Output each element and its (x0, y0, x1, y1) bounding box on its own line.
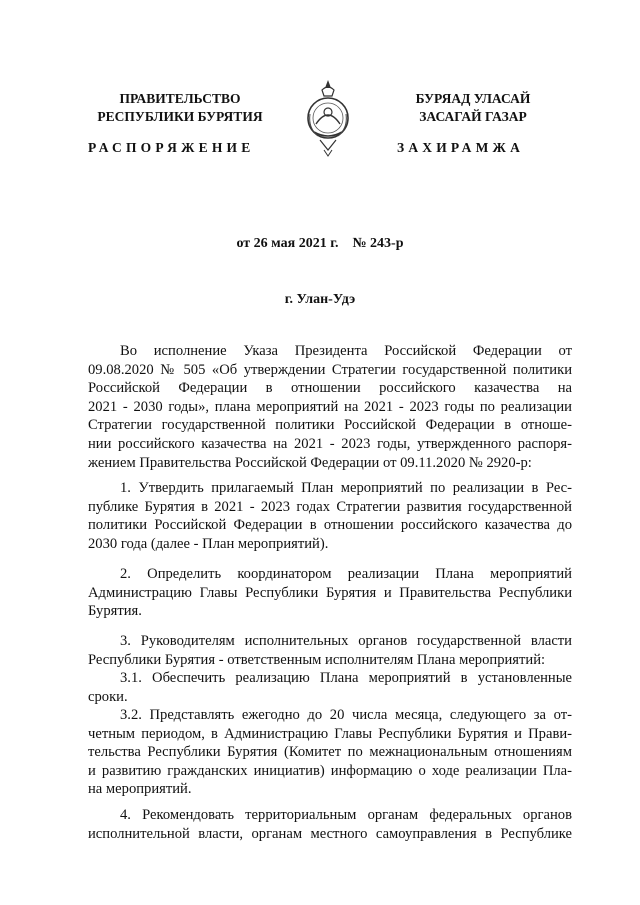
header-left-line2: РЕСПУБЛИКИ БУРЯТИЯ (97, 109, 263, 124)
paragraph-line: публике Бурятия в 2021 - 2023 годах Стратегии развития государственной (88, 498, 572, 515)
header-right-line2: ЗАСАГАЙ ГАЗАР (419, 109, 527, 124)
header-left-line1: ПРАВИТЕЛЬСТВО (119, 91, 241, 106)
paragraph-line: жением Правительства Российской Федерации от 09.11.2020 № 2920-р: (88, 454, 532, 471)
doctype-left: РАСПОРЯЖЕНИЕ (88, 140, 255, 155)
header-left-block (80, 90, 280, 126)
paragraph-line: тельства Республики Бурятия (Комитет по межнациональным отношениям (88, 744, 572, 761)
paragraph-7 (88, 806, 572, 843)
header-right-line1: БУРЯАД УЛАСАЙ (415, 91, 531, 106)
paragraph-line: Стратегии государственной политики Российской Федерации в отноше- (88, 417, 572, 434)
header-right-block (378, 90, 568, 126)
paragraph-line: на мероприятий. (88, 781, 192, 798)
paragraph-line: и развитию гражданских инициатив) информацию о ходе реализации Пла- (88, 762, 572, 779)
paragraph-line: сроки. (88, 688, 128, 705)
paragraph-6 (88, 706, 572, 799)
paragraph-line: 2. Определить координатором реализации Плана мероприятий (120, 566, 572, 582)
paragraph-line: 09.08.2020 № 505 «Об утверждении Стратегии государственной политики (88, 361, 572, 378)
paragraph-line: 3.1. Обеспечить реализацию Плана мероприятий в установленные (120, 670, 572, 686)
paragraph-3 (88, 565, 572, 621)
paragraph-line: Российской Федерации в отношении российского казачества на (88, 380, 572, 397)
paragraph-1 (88, 342, 572, 472)
paragraph-5 (88, 669, 572, 706)
paragraph-line: 3. Руководителям исполнительных органов государственной власти (120, 633, 572, 649)
paragraph-line: 3.2. Представлять ежегодно до 20 числа месяца, следующего за от- (120, 707, 572, 723)
paragraph-line: 1. Утвердить прилагаемый План мероприятий по реализации в Рес- (120, 480, 572, 496)
paragraph-line: четным периодом, в Администрацию Главы Республики Бурятия и Прави- (88, 725, 572, 742)
paragraph-line: Во исполнение Указа Президента Российской Федерации от (120, 343, 572, 359)
paragraph-line: политики Российской Федерации в отношении российского казачества до (88, 517, 572, 534)
date-and-number: от 26 мая 2021 г. № 243-р (236, 236, 404, 251)
paragraph-line: нии российского казачества на 2021 - 2023 годы, утвержденного распоря- (88, 435, 572, 452)
doctype-right: ЗАХИРАМЖА (397, 140, 525, 155)
paragraph-2 (88, 479, 572, 553)
paragraph-line: 2030 года (далее - План мероприятий). (88, 535, 329, 552)
paragraph-line: Бурятия. (88, 603, 142, 620)
city: г. Улан-Удэ (284, 292, 356, 307)
paragraph-line: исполнительной власти, органам местного самоуправления в Республике (88, 825, 572, 842)
paragraph-line: Администрацию Главы Республики Бурятия и Правительства Республики (88, 584, 572, 601)
paragraph-line: Республики Бурятия - ответственным исполнителям Плана мероприятий: (88, 651, 546, 668)
paragraph-line: 4. Рекомендовать территориальным органам федеральных органов (120, 807, 572, 823)
republic-of-buryatia-emblem-icon (302, 76, 354, 158)
paragraph-4 (88, 632, 572, 669)
paragraph-line: 2021 - 2030 годы», плана мероприятий на 2021 - 2023 годы по реализации (88, 398, 572, 415)
